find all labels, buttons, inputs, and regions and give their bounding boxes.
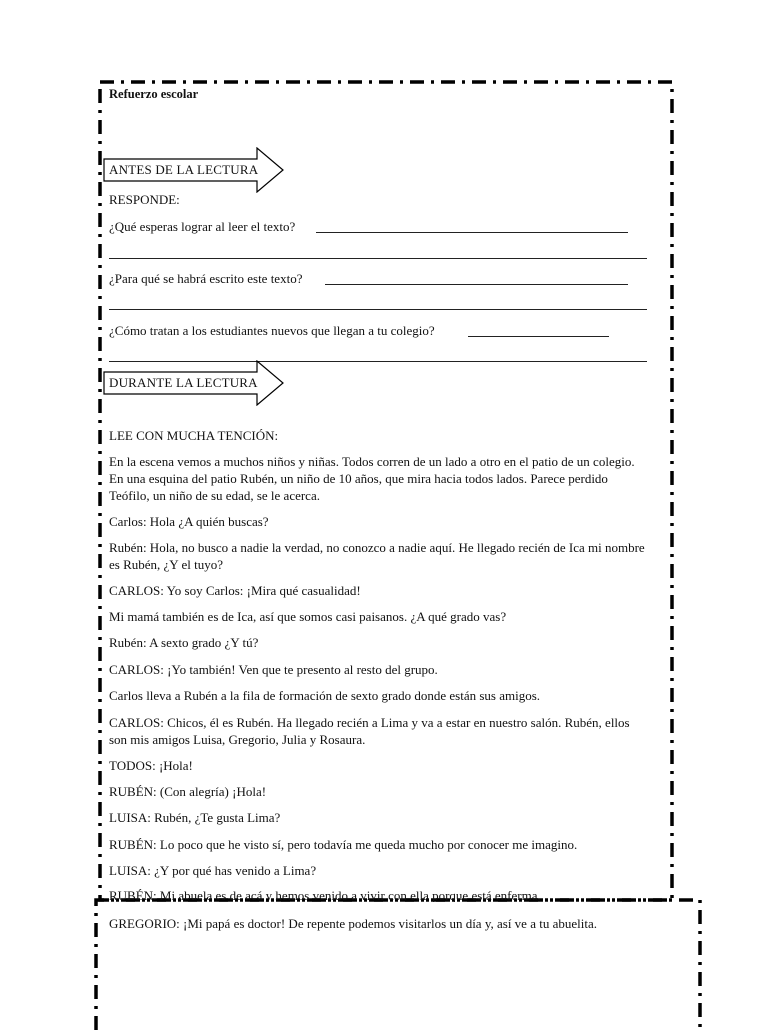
answer-line-1a[interactable] <box>316 232 628 233</box>
instruction-respond: RESPONDE: <box>109 192 180 207</box>
question-1: ¿Qué esperas lograr al leer el texto? <box>109 219 296 234</box>
question-2: ¿Para qué se habrá escrito este texto? <box>109 271 303 286</box>
document-title: Refuerzo escolar <box>109 87 199 101</box>
answer-line-2a[interactable] <box>325 284 628 285</box>
dialogue-line: LUISA: Rubén, ¿Te gusta Lima? <box>109 810 281 825</box>
dialogue-line-cut <box>108 886 668 902</box>
instruction-read: LEE CON MUCHA TENCIÓN: <box>109 428 279 443</box>
dialogue-line: RUBÉN: (Con alegría) ¡Hola! <box>109 784 267 799</box>
answer-line-1b[interactable] <box>109 258 647 259</box>
dialogue-line: CARLOS: Yo soy Carlos: ¡Mira qué casualidad! <box>109 583 361 598</box>
question-3: ¿Cómo tratan a los estudiantes nuevos que llegan a tu colegio? <box>109 323 435 338</box>
section-label-during: DURANTE LA LECTURA <box>109 375 258 390</box>
dialogue-line: LUISA: ¿Y por qué has venido a Lima? <box>109 863 317 878</box>
answer-line-2b[interactable] <box>109 309 647 310</box>
dialogue-line: Rubén: Hola, no busco a nadie la verdad, no conozco a nadie aquí. He llegado recién de Ica mi nombre es Rubén, ¿Y el tuyo? <box>109 540 645 572</box>
reading-paragraph-intro: En la escena vemos a muchos niños y niñas. Todos corren de un lado a otro en el patio de un colegio. En una esquina del patio Rubén, un niño de 10 años, que mira hacia todos lados. Parece perdido Teófilo, un niño de su edad, se le acerca. <box>109 454 635 503</box>
answer-line-3a[interactable] <box>468 336 609 337</box>
dialogue-line: RUBÉN: Mi abuela es de acá y hemos venido a vivir con ella porque está enferma. <box>109 888 541 902</box>
narration-line: Carlos lleva a Rubén a la fila de formación de sexto grado donde están sus amigos. <box>109 688 541 703</box>
dialogue-line: Mi mamá también es de Ica, así que somos casi paisanos. ¿A qué grado vas? <box>109 609 507 624</box>
dialogue-line: CARLOS: Chicos, él es Rubén. Ha llegado recién a Lima y va a estar en nuestro salón. Rubén, ellos son mis amigos Luisa, Gregorio, Julia y Rosaura. <box>109 715 630 747</box>
section-arrow-before <box>103 147 285 193</box>
dialogue-line: Carlos: Hola ¿A quién buscas? <box>109 514 269 529</box>
dialogue-line: Rubén: A sexto grado ¿Y tú? <box>109 635 259 650</box>
section-label-before: ANTES DE LA LECTURA <box>109 162 259 177</box>
section-arrow-during <box>103 360 285 406</box>
dialogue-line: GREGORIO: ¡Mi papá es doctor! De repente podemos visitarlos un día y, así ve a tu abuelita. <box>109 916 597 931</box>
dialogue-line: CARLOS: ¡Yo también! Ven que te presento al resto del grupo. <box>109 662 438 677</box>
dialogue-line: RUBÉN: Lo poco que he visto sí, pero todavía me queda mucho por conocer me imagino. <box>109 837 578 852</box>
dialogue-line: TODOS: ¡Hola! <box>109 758 193 773</box>
